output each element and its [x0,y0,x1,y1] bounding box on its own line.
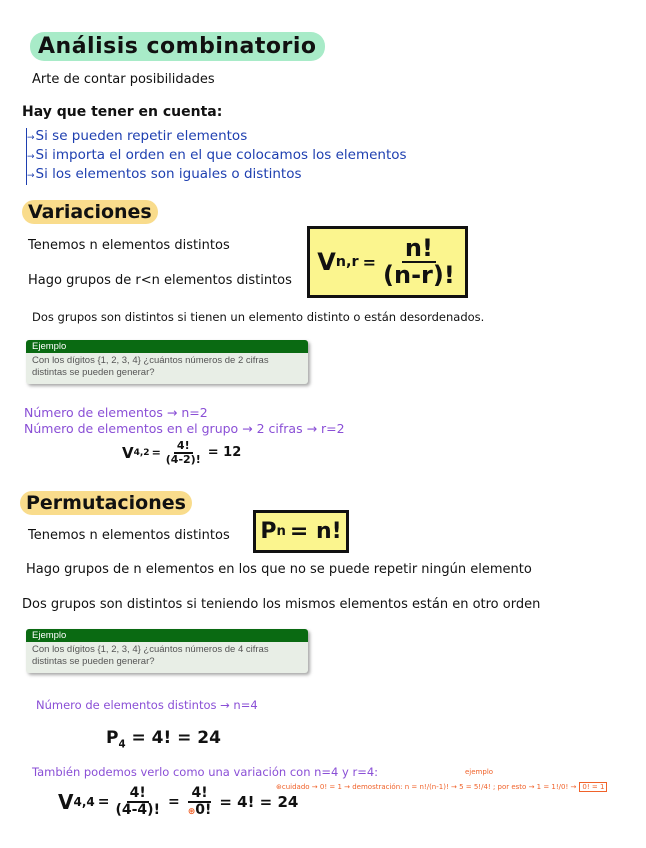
considerations-heading: Hay que tener en cuenta: [22,104,223,120]
permutaciones-line3: Dos grupos son distintos si teniendo los mismos elementos están en otro orden [22,597,541,612]
example-body: Con los dígitos {1, 2, 3, 4} ¿cuántos números de 4 cifras distintas se pueden generar? [32,644,269,667]
variaciones-line3: Dos grupos son distintos si tienen un elemento distinto o están desordenados. [32,310,485,324]
warning-mark-icon: ⊛ [187,806,196,817]
fraction-denominator [185,803,215,818]
formula-lhs: P [260,519,277,544]
calc-lhs: P [106,728,119,748]
section-heading-permutaciones: Permutaciones [20,491,192,515]
fraction-denominator: (n-r)! [383,261,455,289]
calc-eq: = [167,793,180,810]
calc-rhs: = 4! = 24 [131,728,221,748]
calc-lhs: V [122,443,134,462]
fraction-numerator: 4! [188,786,210,803]
calc-eq: = [151,446,161,460]
calc-fraction [163,440,204,465]
variation-formula-box [307,226,468,298]
denominator-value: 0! [195,801,212,818]
example-body: Con los dígitos {1, 2, 3, 4} ¿cuántos números de 2 cifras distintas se pueden generar? [32,355,269,378]
formula-lhs: V [317,248,336,276]
formula-fraction [380,233,458,289]
variation-calc [122,440,241,465]
permutaciones-note: Número de elementos distintos → n=4 [36,698,258,712]
calc-lhs: V [58,789,74,814]
list-item: → Si los elementos son iguales o distintos [35,166,407,185]
variaciones-line1: Tenemos n elementos distintos [28,238,230,253]
fraction-numerator: n! [402,236,436,263]
calc-sub: 4 [118,739,126,751]
fraction-numerator: 4! [174,440,193,454]
formula-rhs: = n! [289,519,342,544]
variaciones-note1: Número de elementos → n=2 [24,405,208,420]
calc-fraction-2 [185,786,215,817]
careful-note [276,782,607,792]
page-title: Análisis combinatorio [30,32,325,61]
calc-result: = 4! = 24 [219,792,299,811]
fraction-numerator: 4! [127,786,149,803]
permutation-formula-box [253,510,349,553]
fraction-denominator: (4-2)! [165,452,201,466]
example-block-variaciones [26,340,308,384]
formula-sub: n [276,524,286,539]
fraction-denominator: (4-4)! [115,801,160,818]
list-item: → Si se pueden repetir elementos [35,128,407,147]
formula-eq: = [362,252,377,272]
considerations-list [26,128,407,185]
example-header: Ejemplo [26,629,308,642]
example-header: Ejemplo [26,340,308,353]
variaciones-note2: Número de elementos en el grupo → 2 cifras → r=2 [24,421,345,436]
example-block-permutaciones [26,629,308,673]
permutaciones-line1: Tenemos n elementos distintos [28,528,230,543]
list-item: → Si importa el orden en el que colocamos los elementos [35,147,407,166]
variaciones-line2: Hago grupos de r<n elementos distintos [28,273,292,288]
calc-sub: 4,2 [133,447,150,458]
variation-note: También podemos verlo como una variación con n=4 y r=4: [32,765,379,779]
variation-calc-4-4 [58,786,298,817]
calc-fraction-1 [112,786,162,817]
calc-result: = 12 [207,445,242,461]
calc-sub: 4,4 [73,794,95,809]
careful-note-text: ⊛cuidado → 0! = 1 → demostración: n = n!/(n-1)! → 5 = 5!/4! ; por esto → 1 = 1!/0! → [276,783,577,791]
subtitle: Arte de contar posibilidades [32,72,215,87]
section-heading-variaciones: Variaciones [22,200,158,224]
permutaciones-line2: Hago grupos de n elementos en los que no se puede repetir ningún elemento [26,562,532,577]
permutation-calc [106,728,221,750]
careful-example-label: ejemplo [465,768,494,776]
formula-sub: n,r [335,254,359,270]
careful-note-boxed: 0! = 1 [579,782,607,792]
calc-eq: = [97,793,110,810]
